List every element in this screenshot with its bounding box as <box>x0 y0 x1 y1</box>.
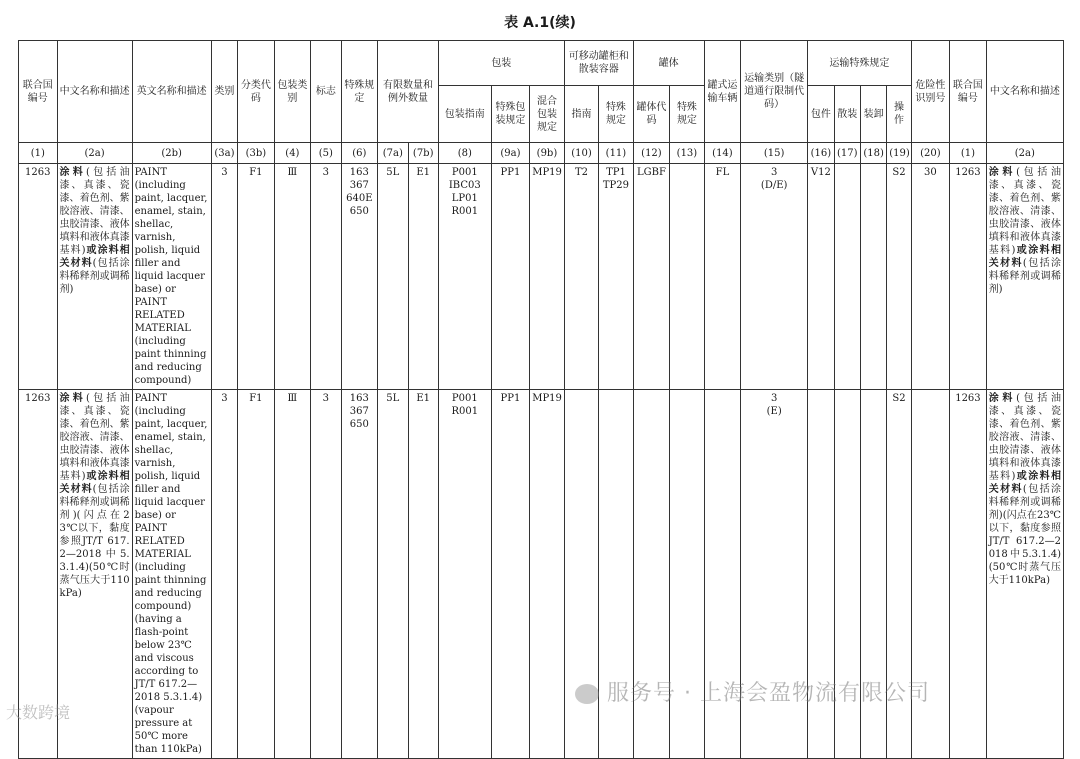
col-number: (1) <box>950 143 987 164</box>
limited-qty: 5L <box>378 164 408 390</box>
hdr-pack-instr: 包装指南 <box>438 86 491 143</box>
pack-group-value: Ⅲ <box>274 164 311 390</box>
column-number-row <box>19 143 1064 164</box>
dangerous-goods-table <box>18 40 1064 759</box>
hdr-tank: 罐体 <box>633 41 704 86</box>
watermark: 服务号 · 上海会盈物流有限公司 <box>575 676 930 707</box>
col-number: (19) <box>887 143 911 164</box>
un-number-right: 1263 <box>950 164 987 390</box>
col-number: (9a) <box>491 143 530 164</box>
hdr-hazard-id: 危险性识别号 <box>911 41 950 143</box>
hdr-tank-instr: 指南 <box>564 86 598 143</box>
hdr-transport-cat: 运输类别（隧道通行限制代码） <box>741 41 808 143</box>
label-value: 3 <box>311 390 341 759</box>
special-provisions: 163 367 650 <box>341 390 378 759</box>
en-description: PAINT (including paint, lacquer, enamel, stain, shellac, varnish, polish, liquid filler and liquid lacquer base) or PAINT RELATED MATERIAL (including paint thinning and reducing compound) <box>132 164 211 390</box>
packing-special: PP1 <box>491 164 530 390</box>
col-number: (11) <box>599 143 633 164</box>
mixed-packing: MP19 <box>530 390 565 759</box>
tank-code: LGBF <box>633 164 670 390</box>
cn-description: 涂料(包括油漆、真漆、瓷漆、着色剂、紫胶溶液、清漆、虫胶清漆、液体填料和液体真漆基料)或涂料相关材料(包括涂料稀释剂或调稀剂)(闪点在23℃以下，黏度参照JT/T 617.2—2018中5.3.1.4)(50℃时蒸气压大于110kPa) <box>57 390 132 759</box>
hdr-limited: 有限数量和例外数量 <box>378 41 439 143</box>
col-number: (7b) <box>408 143 438 164</box>
pack-group-value: Ⅲ <box>274 390 311 759</box>
mixed-packing: MP19 <box>530 164 565 390</box>
hdr-mixed-pack: 混合包装规定 <box>530 86 565 143</box>
hdr-special-transport: 运输特殊规定 <box>808 41 911 86</box>
hdr-t-bulk: 散装 <box>834 86 860 143</box>
transport-category: 3 (E) <box>741 390 808 759</box>
hdr-t-load: 装卸 <box>860 86 886 143</box>
transport-operation: S2 <box>887 390 911 759</box>
col-number: (13) <box>670 143 704 164</box>
special-provisions: 163 367 640E 650 <box>341 164 378 390</box>
tank-provisions <box>670 164 704 390</box>
transport-loading <box>860 164 886 390</box>
wechat-icon <box>575 684 599 704</box>
transport-bulk <box>834 164 860 390</box>
packing-instructions: P001 IBC03 LP01 R001 <box>438 164 491 390</box>
excepted-qty: E1 <box>408 164 438 390</box>
tank-special: TP1 TP29 <box>599 164 633 390</box>
hdr-t-operate: 操作 <box>887 86 911 143</box>
hdr-tank-provisions: 特殊规定 <box>670 86 704 143</box>
col-number: (2b) <box>132 143 211 164</box>
hdr-class: 类别 <box>211 41 237 143</box>
class-value: 3 <box>211 164 237 390</box>
tank-instructions: T2 <box>564 164 598 390</box>
hdr-en-name: 英文名称和描述 <box>132 41 211 143</box>
class-code-value: F1 <box>238 164 275 390</box>
transport-category: 3 (D/E) <box>741 164 808 390</box>
col-number: (14) <box>704 143 741 164</box>
cn-description-right: 涂料(包括油漆、真漆、瓷漆、着色剂、紫胶溶液、清漆、虫胶清漆、液体填料和液体真漆基料)或涂料相关材料(包括涂料稀释剂或调稀剂) <box>986 164 1063 390</box>
col-number: (8) <box>438 143 491 164</box>
hdr-packaging: 包装 <box>438 41 564 86</box>
limited-qty: 5L <box>378 390 408 759</box>
packing-special: PP1 <box>491 390 530 759</box>
cn-description-right: 涂料(包括油漆、真漆、瓷漆、着色剂、紫胶溶液、清漆、虫胶清漆、液体填料和液体真漆基料)或涂料相关材料(包括涂料稀释剂或调稀剂)(闪点在23℃以下，黏度参照JT/T 617.2—2018中5.3.1.4)(50℃时蒸气压大于110kPa) <box>986 390 1063 759</box>
cn-description: 涂料(包括油漆、真漆、瓷漆、着色剂、紫胶溶液、清漆、虫胶清漆、液体填料和液体真漆基料)或涂料相关材料(包括涂料稀释剂或调稀剂) <box>57 164 132 390</box>
hdr-tank-special: 特殊规定 <box>599 86 633 143</box>
col-number: (3a) <box>211 143 237 164</box>
col-number: (7a) <box>378 143 408 164</box>
hdr-un-no-right: 联合国编号 <box>950 41 987 143</box>
un-number-right: 1263 <box>950 390 987 759</box>
col-number: (2a) <box>986 143 1063 164</box>
hdr-class-code: 分类代码 <box>238 41 275 143</box>
hdr-un-no: 联合国编号 <box>19 41 58 143</box>
class-value: 3 <box>211 390 237 759</box>
hdr-cn-name-right: 中文名称和描述 <box>986 41 1063 143</box>
table-caption: 表 A.1(续) <box>504 15 576 31</box>
col-number: (4) <box>274 143 311 164</box>
hdr-cn-name: 中文名称和描述 <box>57 41 132 143</box>
hdr-tank-group: 可移动罐柜和散装容器 <box>564 41 633 86</box>
col-number: (18) <box>860 143 886 164</box>
col-number: (9b) <box>530 143 565 164</box>
col-number: (5) <box>311 143 341 164</box>
transport-operation: S2 <box>887 164 911 390</box>
hdr-tank-code: 罐体代码 <box>633 86 670 143</box>
hdr-labels: 标志 <box>311 41 341 143</box>
hdr-pack-group: 包装类别 <box>274 41 311 143</box>
col-number: (15) <box>741 143 808 164</box>
col-number: (6) <box>341 143 378 164</box>
packing-instructions: P001 R001 <box>438 390 491 759</box>
class-code-value: F1 <box>238 390 275 759</box>
excepted-qty: E1 <box>408 390 438 759</box>
table-row <box>19 164 1064 390</box>
col-number: (12) <box>633 143 670 164</box>
hdr-t-package: 包件 <box>808 86 834 143</box>
col-number: (20) <box>911 143 950 164</box>
label-value: 3 <box>311 164 341 390</box>
col-number: (16) <box>808 143 834 164</box>
col-number: (2a) <box>57 143 132 164</box>
hdr-pack-special: 特殊包装规定 <box>491 86 530 143</box>
en-description: PAINT (including paint, lacquer, enamel, stain, shellac, varnish, polish, liquid filler and liquid lacquer base) or PAINT RELATED MATERIAL (including paint thinning and reducing compound) (having a flash-point below 23℃ and viscous according to JT/T 617.2—2018 5.3.1.4) (vapour pressure at 50℃ more than 110kPa) <box>132 390 211 759</box>
un-number: 1263 <box>19 164 58 390</box>
col-number: (1) <box>19 143 58 164</box>
hdr-vehicle: 罐式运输车辆 <box>704 41 741 143</box>
col-number: (3b) <box>238 143 275 164</box>
hazard-id-value: 30 <box>911 164 950 390</box>
col-number: (10) <box>564 143 598 164</box>
col-number: (17) <box>834 143 860 164</box>
vehicle-value: FL <box>704 164 741 390</box>
hdr-special: 特殊规定 <box>341 41 378 143</box>
source-stamp: 大数跨境 <box>6 703 71 722</box>
un-number: 1263 <box>19 390 58 759</box>
transport-package: V12 <box>808 164 834 390</box>
